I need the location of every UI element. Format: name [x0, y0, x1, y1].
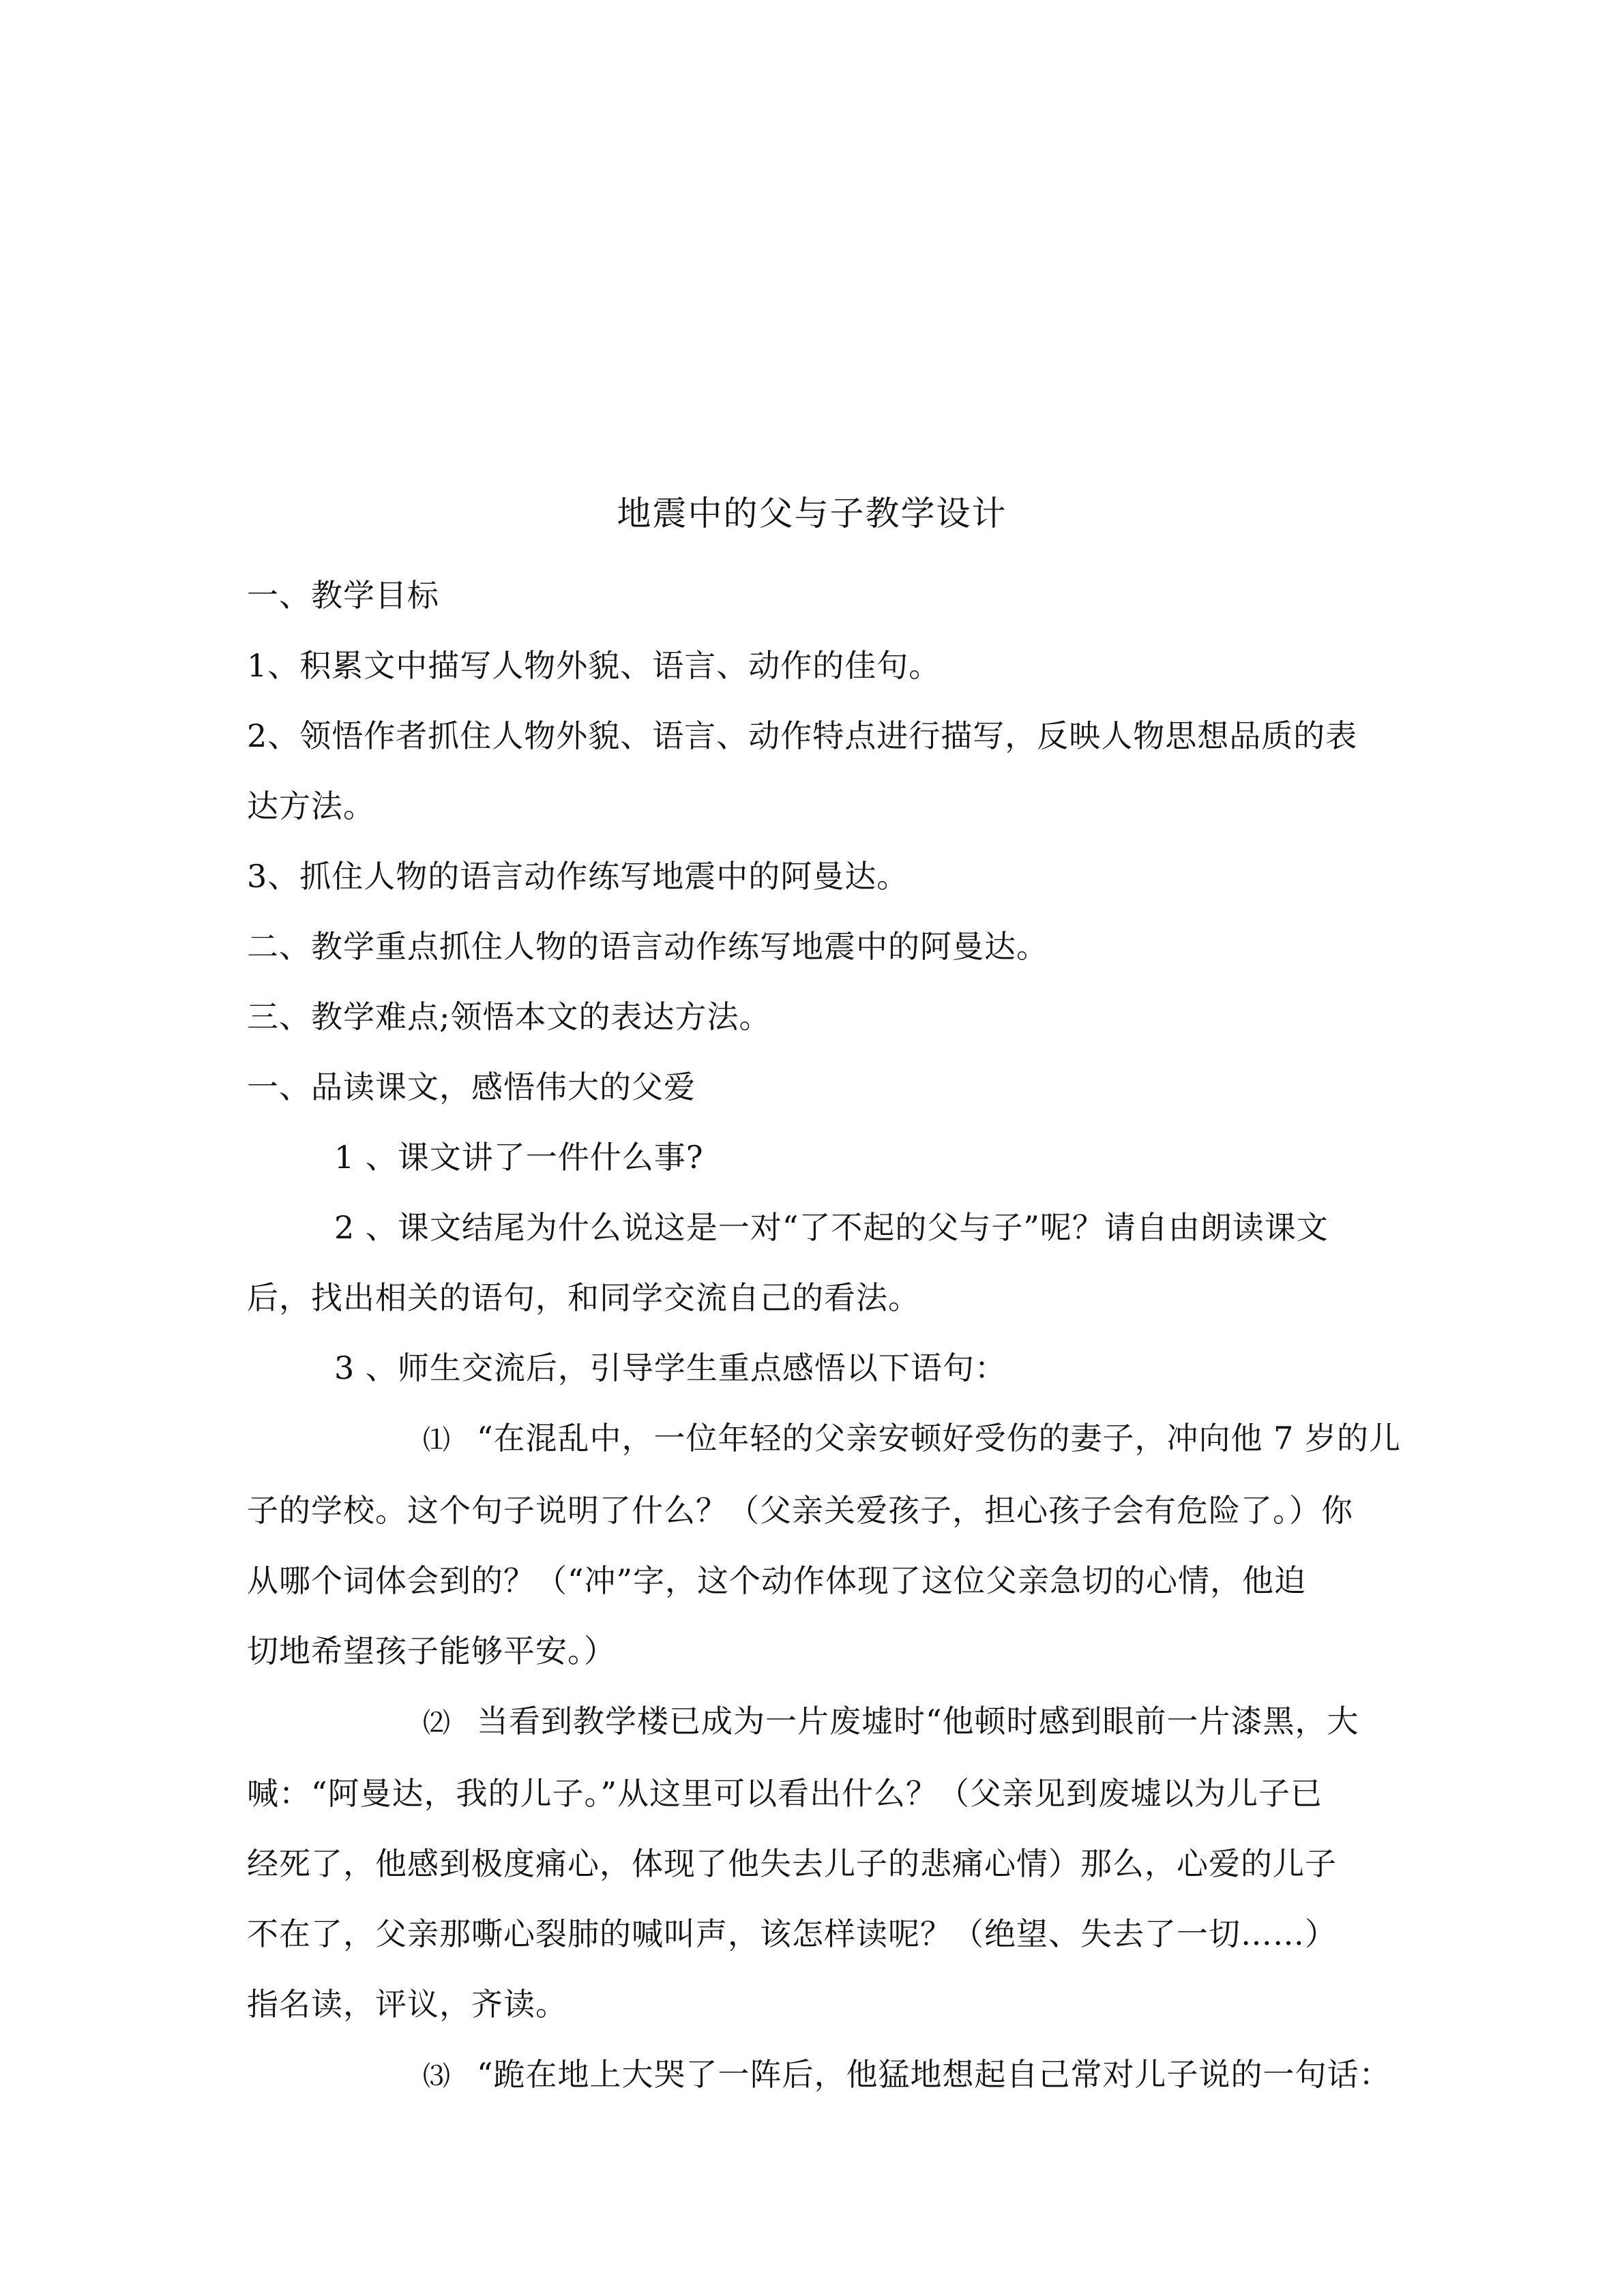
objective-1: 1、积累文中描写人物外貌、语言、动作的佳句。: [247, 647, 941, 684]
question-1: 1 、课文讲了一件什么事?: [334, 1139, 704, 1176]
sentence-1-line-3: 从哪个词体会到的？（“冲”字，这个动作体现了这位父亲急切的心情，他迫: [247, 1562, 1307, 1599]
sentence-2-line-5: 指名读，评议，齐读。: [247, 1986, 567, 2023]
question-2-line-1: 2 、课文结尾为什么说这是一对“了不起的父与子”呢？请自由朗读课文: [334, 1209, 1329, 1246]
sentence-2-line-1-text: 当看到教学楼已成为一片废墟时“他顿时感到眼前一片漆黑，大: [477, 1703, 1359, 1740]
question-2-line-2: 后，找出相关的语句，和同学交流自己的看法。: [247, 1279, 920, 1316]
sentence-2-line-4: 不在了，父亲那嘶心裂肺的喊叫声，该怎样读呢？（绝望、失去了一切……）: [247, 1915, 1337, 1952]
sentence-1-line-2: 子的学校。这个句子说明了什么？（父亲关爱孩子，担心孩子会有危险了。）你: [247, 1492, 1353, 1529]
list-marker-3: ⑶: [423, 2061, 451, 2092]
sentence-1-line-1-text: “在混乱中，一位年轻的父亲安顿好受伤的妻子，冲向他 7 岁的儿: [477, 1420, 1402, 1457]
objective-3: 3、抓住人物的语言动作练写地震中的阿曼达。: [247, 858, 909, 895]
sentence-2-line-2: 喊：“阿曼达，我的儿子。”从这里可以看出什么？（父亲见到废墟以为儿子已: [247, 1775, 1323, 1812]
sentence-2-line-3: 经死了，他感到极度痛心，体现了他失去儿子的悲痛心情）那么，心爱的儿子: [247, 1845, 1337, 1882]
question-3: 3 、师生交流后，引导学生重点感悟以下语句：: [334, 1350, 1007, 1386]
section-heading-reading: 一、品读课文，感悟伟大的父爱: [247, 1069, 696, 1105]
list-marker-1: ⑴: [423, 1425, 451, 1456]
sentence-3-line-1: [247, 2040, 1391, 2112]
sentence-1-line-1: [247, 1403, 1402, 1476]
sentence-1-line-4: 切地希望孩子能够平安。）: [247, 1632, 616, 1669]
section-heading-difficulty: 三、教学难点;领悟本文的表达方法。: [247, 998, 771, 1035]
list-marker-2: ⑵: [423, 1708, 451, 1739]
objective-2-line-2: 达方法。: [247, 788, 375, 824]
section-heading-key-point: 二、教学重点抓住人物的语言动作练写地震中的阿曼达。: [247, 928, 1048, 965]
objective-2-line-1: 2、领悟作者抓住人物外貌、语言、动作特点进行描写，反映人物思想品质的表: [247, 717, 1358, 754]
sentence-2-line-1: [247, 1686, 1386, 1759]
sentence-3-line-1-text: “跪在地上大哭了一阵后，他猛地想起自己常对儿子说的一句话：: [477, 2056, 1391, 2093]
document-body: [247, 561, 1402, 2112]
document-title: 地震中的父与子教学设计: [617, 494, 1007, 533]
section-heading-objectives: 一、教学目标: [247, 577, 439, 614]
